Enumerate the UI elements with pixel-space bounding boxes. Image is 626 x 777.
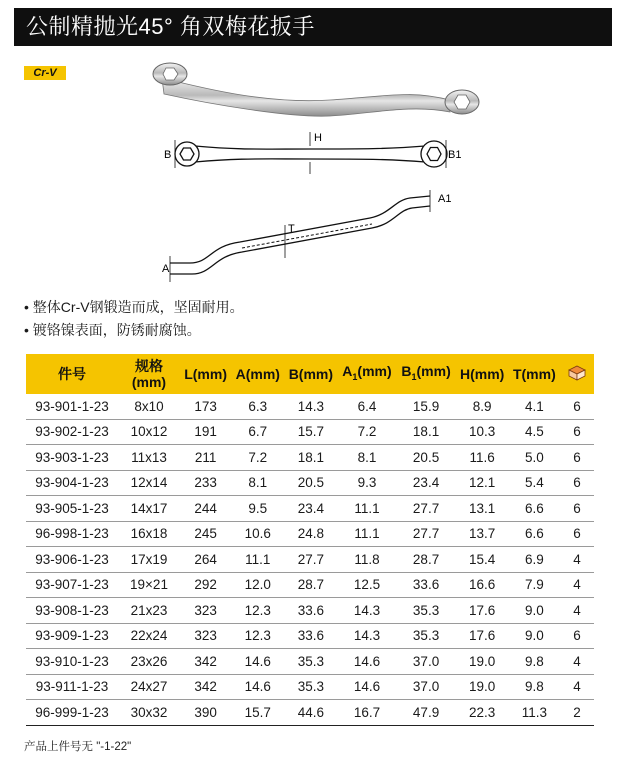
cell-b1: 47.9 <box>397 700 456 726</box>
cell-a: 12.3 <box>231 623 284 649</box>
cell-h: 22.3 <box>456 700 509 726</box>
col-l: L(mm) <box>180 354 231 394</box>
cell-b1: 33.6 <box>397 572 456 598</box>
cell-size: 21x23 <box>118 598 180 624</box>
cell-l: 292 <box>180 572 231 598</box>
cell-b1: 35.3 <box>397 598 456 624</box>
col-h: H(mm) <box>456 354 509 394</box>
cell-h: 12.1 <box>456 470 509 496</box>
cell-t: 9.0 <box>509 598 560 624</box>
cell-size: 17x19 <box>118 547 180 573</box>
table-row <box>26 674 594 700</box>
cell-a1: 14.6 <box>337 649 396 675</box>
table-row <box>26 572 594 598</box>
cell-a: 12.0 <box>231 572 284 598</box>
table-row <box>26 623 594 649</box>
spec-table <box>26 354 594 726</box>
cell-a1: 11.1 <box>337 521 396 547</box>
cell-b: 15.7 <box>284 419 337 445</box>
cell-h: 15.4 <box>456 547 509 573</box>
cell-size: 11x13 <box>118 445 180 471</box>
cell-a1: 11.8 <box>337 547 396 573</box>
col-a: A(mm) <box>231 354 284 394</box>
table-row <box>26 394 594 419</box>
cell-part: 96-999-1-23 <box>26 700 118 726</box>
cell-l: 342 <box>180 674 231 700</box>
table-row <box>26 521 594 547</box>
cell-t: 5.4 <box>509 470 560 496</box>
cell-b: 33.6 <box>284 598 337 624</box>
cell-b1: 27.7 <box>397 521 456 547</box>
cell-part: 93-909-1-23 <box>26 623 118 649</box>
cell-t: 11.3 <box>509 700 560 726</box>
cell-part: 93-905-1-23 <box>26 496 118 522</box>
cell-b: 23.4 <box>284 496 337 522</box>
table-row <box>26 598 594 624</box>
col-t: T(mm) <box>509 354 560 394</box>
table-row <box>26 419 594 445</box>
cell-b: 20.5 <box>284 470 337 496</box>
footnote: 产品上件号无 "-1-22" <box>24 741 132 753</box>
cell-a1: 14.3 <box>337 598 396 624</box>
cell-l: 211 <box>180 445 231 471</box>
cell-pack: 6 <box>560 496 594 522</box>
page-title: 公制精抛光45° 角双梅花扳手 <box>14 8 612 46</box>
cell-b1: 27.7 <box>397 496 456 522</box>
cell-size: 10x12 <box>118 419 180 445</box>
cell-b: 18.1 <box>284 445 337 471</box>
col-b: B(mm) <box>284 354 337 394</box>
cell-h: 13.7 <box>456 521 509 547</box>
cell-b1: 37.0 <box>397 674 456 700</box>
label-a1: A1 <box>438 193 452 205</box>
cell-l: 342 <box>180 649 231 675</box>
cell-l: 244 <box>180 496 231 522</box>
cell-a: 8.1 <box>231 470 284 496</box>
cell-size: 12x14 <box>118 470 180 496</box>
cell-pack: 6 <box>560 470 594 496</box>
cell-l: 173 <box>180 394 231 419</box>
label-a: A <box>162 263 170 275</box>
cell-part: 96-998-1-23 <box>26 521 118 547</box>
cell-l: 233 <box>180 470 231 496</box>
cell-h: 13.1 <box>456 496 509 522</box>
cell-pack: 6 <box>560 445 594 471</box>
cell-l: 245 <box>180 521 231 547</box>
table-row <box>26 445 594 471</box>
cell-t: 7.9 <box>509 572 560 598</box>
cell-a1: 8.1 <box>337 445 396 471</box>
cell-t: 5.0 <box>509 445 560 471</box>
cell-a: 11.1 <box>231 547 284 573</box>
cell-a: 15.7 <box>231 700 284 726</box>
cell-a: 14.6 <box>231 649 284 675</box>
cell-pack: 6 <box>560 419 594 445</box>
cell-b: 24.8 <box>284 521 337 547</box>
wrench-side-view <box>170 190 430 282</box>
cell-b: 33.6 <box>284 623 337 649</box>
feature-item: • 整体Cr-V钢锻造而成，坚固耐用。 <box>24 299 244 315</box>
col-pack <box>560 354 594 394</box>
cell-a1: 6.4 <box>337 394 396 419</box>
wrench-photo <box>153 63 479 116</box>
cell-part: 93-911-1-23 <box>26 674 118 700</box>
table-row <box>26 470 594 496</box>
cell-b1: 37.0 <box>397 649 456 675</box>
cell-a1: 7.2 <box>337 419 396 445</box>
cell-b: 28.7 <box>284 572 337 598</box>
cell-a1: 9.3 <box>337 470 396 496</box>
cell-b1: 35.3 <box>397 623 456 649</box>
cell-size: 23x26 <box>118 649 180 675</box>
feature-item: • 镀铬镍表面，防锈耐腐蚀。 <box>24 322 201 338</box>
cell-part: 93-902-1-23 <box>26 419 118 445</box>
cell-l: 390 <box>180 700 231 726</box>
cell-a: 6.7 <box>231 419 284 445</box>
cell-t: 4.5 <box>509 419 560 445</box>
cell-pack: 4 <box>560 649 594 675</box>
cell-b: 35.3 <box>284 649 337 675</box>
col-b1: $B_1(mm)$ <box>397 354 456 394</box>
cell-b: 44.6 <box>284 700 337 726</box>
cell-b: 35.3 <box>284 674 337 700</box>
cell-size: 14x17 <box>118 496 180 522</box>
label-t: T <box>288 223 295 235</box>
cell-b1: 20.5 <box>397 445 456 471</box>
cell-l: 323 <box>180 598 231 624</box>
cell-b1: 23.4 <box>397 470 456 496</box>
col-a1: $A_1(mm)$ <box>337 354 396 394</box>
cell-t: 9.8 <box>509 674 560 700</box>
cell-t: 6.6 <box>509 521 560 547</box>
cell-t: 6.6 <box>509 496 560 522</box>
cell-part: 93-908-1-23 <box>26 598 118 624</box>
cell-size: 8x10 <box>118 394 180 419</box>
wrench-top-view <box>175 132 447 174</box>
cell-part: 93-904-1-23 <box>26 470 118 496</box>
cell-part: 93-906-1-23 <box>26 547 118 573</box>
cell-a: 9.5 <box>231 496 284 522</box>
box-icon <box>568 365 586 381</box>
cell-part: 93-907-1-23 <box>26 572 118 598</box>
table-row <box>26 547 594 573</box>
cell-pack: 4 <box>560 547 594 573</box>
cell-a1: 16.7 <box>337 700 396 726</box>
cell-h: 17.6 <box>456 598 509 624</box>
cell-a: 10.6 <box>231 521 284 547</box>
table-row <box>26 496 594 522</box>
cell-a1: 11.1 <box>337 496 396 522</box>
cell-h: 16.6 <box>456 572 509 598</box>
cell-t: 6.9 <box>509 547 560 573</box>
table-header-row <box>26 354 594 394</box>
cell-part: 93-901-1-23 <box>26 394 118 419</box>
cell-a1: 14.3 <box>337 623 396 649</box>
cell-t: 4.1 <box>509 394 560 419</box>
cell-h: 17.6 <box>456 623 509 649</box>
cell-size: 16x18 <box>118 521 180 547</box>
cell-l: 264 <box>180 547 231 573</box>
table-row <box>26 700 594 726</box>
cell-a1: 12.5 <box>337 572 396 598</box>
cell-pack: 4 <box>560 674 594 700</box>
col-size: 规格 (mm) <box>118 354 180 394</box>
cell-h: 19.0 <box>456 674 509 700</box>
cell-part: 93-903-1-23 <box>26 445 118 471</box>
cell-part: 93-910-1-23 <box>26 649 118 675</box>
cell-a: 7.2 <box>231 445 284 471</box>
label-h: H <box>314 132 322 144</box>
cell-h: 10.3 <box>456 419 509 445</box>
cell-size: 19×21 <box>118 572 180 598</box>
cell-l: 323 <box>180 623 231 649</box>
wrench-diagram <box>150 60 480 300</box>
cell-pack: 4 <box>560 572 594 598</box>
cell-a1: 14.6 <box>337 674 396 700</box>
cell-b1: 18.1 <box>397 419 456 445</box>
cell-b: 14.3 <box>284 394 337 419</box>
cell-a: 6.3 <box>231 394 284 419</box>
cell-a: 12.3 <box>231 598 284 624</box>
cell-l: 191 <box>180 419 231 445</box>
table-row <box>26 649 594 675</box>
crv-badge: Cr-V <box>24 66 66 80</box>
cell-pack: 6 <box>560 623 594 649</box>
cell-pack: 6 <box>560 521 594 547</box>
cell-t: 9.0 <box>509 623 560 649</box>
cell-b1: 28.7 <box>397 547 456 573</box>
feature-list <box>24 296 244 342</box>
col-part: 件号 <box>26 354 118 394</box>
cell-h: 19.0 <box>456 649 509 675</box>
cell-size: 24x27 <box>118 674 180 700</box>
cell-pack: 6 <box>560 394 594 419</box>
label-b1: B1 <box>448 149 462 161</box>
label-b: B <box>164 149 172 161</box>
cell-pack: 4 <box>560 598 594 624</box>
cell-size: 22x24 <box>118 623 180 649</box>
cell-b: 27.7 <box>284 547 337 573</box>
cell-pack: 2 <box>560 700 594 726</box>
cell-h: 8.9 <box>456 394 509 419</box>
cell-h: 11.6 <box>456 445 509 471</box>
cell-b1: 15.9 <box>397 394 456 419</box>
cell-a: 14.6 <box>231 674 284 700</box>
cell-size: 30x32 <box>118 700 180 726</box>
cell-t: 9.8 <box>509 649 560 675</box>
